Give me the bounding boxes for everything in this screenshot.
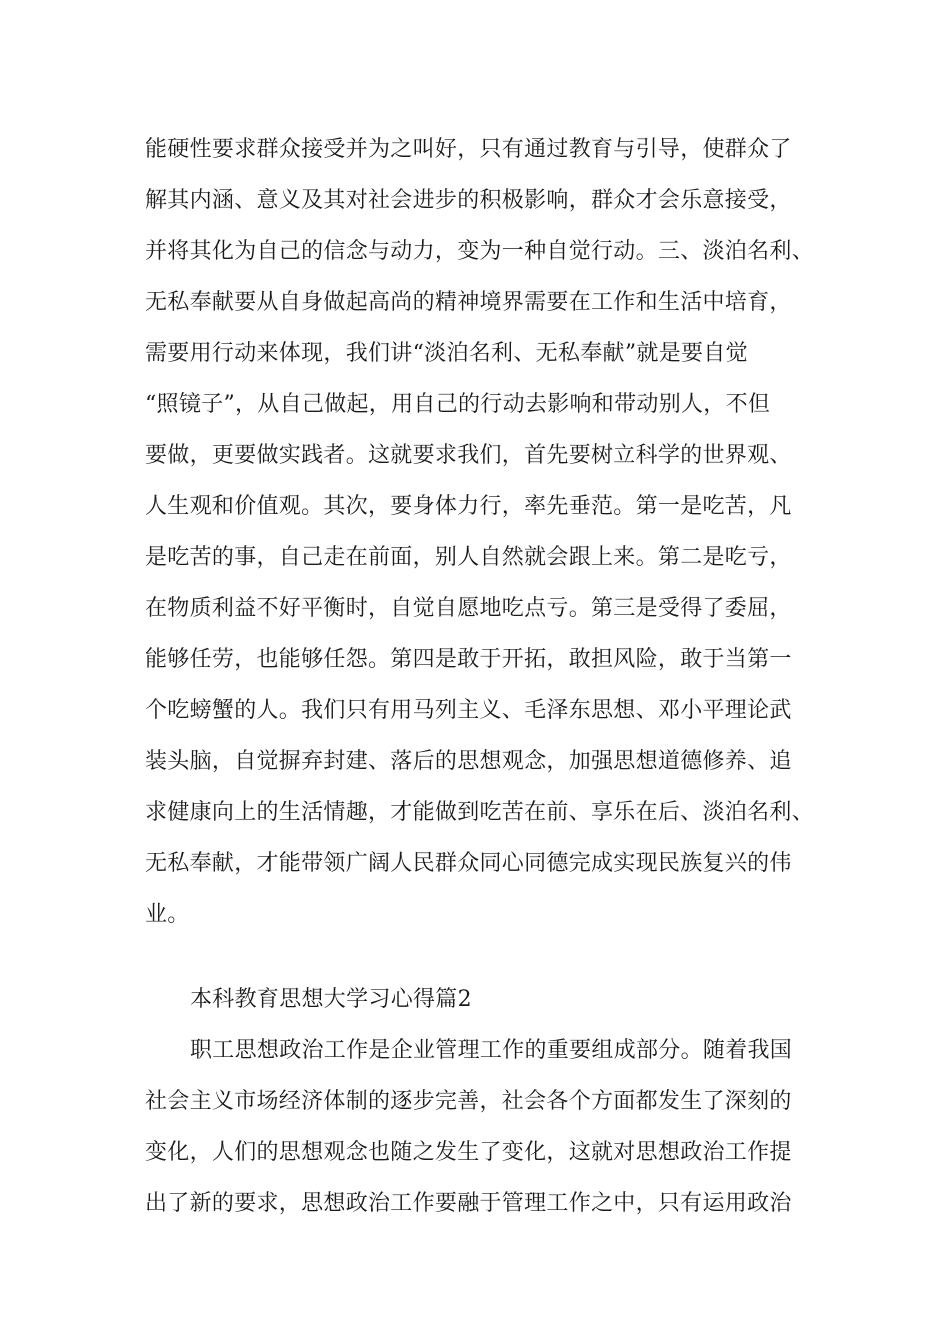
paragraph-line: 无私奉献，才能带领广阔人民群众同心同德完成实现民族复兴的伟 (145, 851, 792, 876)
paragraph-line: 个吃螃蟹的人。我们只有用马列主义、毛泽东思想、邓小平理论武 (145, 698, 792, 723)
paragraph-line: 解其内涵、意义及其对社会进步的积极影响，群众才会乐意接受， (145, 188, 792, 213)
paragraph-line: 能硬性要求群众接受并为之叫好，只有通过教育与引导，使群众了 (145, 137, 792, 162)
paragraph-line: 并将其化为自己的信念与动力，变为一种自觉行动。三、淡泊名利、 (145, 239, 815, 264)
paragraph-line: 职工思想政治工作是企业管理工作的重要组成部分。随着我国 (190, 1038, 793, 1063)
paragraph-line: 社会主义市场经济体制的逐步完善，社会各个方面都发生了深刻的 (145, 1089, 792, 1114)
paragraph-line: 在物质利益不好平衡时，自觉自愿地吃点亏。第三是受得了委屈， (145, 596, 792, 621)
paragraph-line: 要做，更要做实践者。这就要求我们，首先要树立科学的世界观、 (145, 443, 792, 468)
paragraph-line: 人生观和价值观。其次，要身体力行，率先垂范。第一是吃苦，凡 (145, 494, 792, 519)
paragraph-line: 业。 (145, 902, 190, 927)
paragraph-line: 需要用行动来体现，我们讲“淡泊名利、无私奉献”就是要自觉 (145, 341, 748, 366)
paragraph-line: “照镜子”，从自己做起，用自己的行动去影响和带动别人，不但 (145, 392, 771, 417)
paragraph-line: 出了新的要求，思想政治工作要融于管理工作之中，只有运用政治 (145, 1191, 792, 1216)
paragraph-line: 能够任劳，也能够任怨。第四是敢于开拓，敢担风险，敢于当第一 (145, 647, 792, 672)
paragraph-line: 无私奉献要从自身做起高尚的精神境界需要在工作和生活中培育， (145, 290, 792, 315)
paragraph-line: 求健康向上的生活情趣，才能做到吃苦在前、享乐在后、淡泊名利、 (145, 800, 815, 825)
paragraph-line: 装头脑，自觉摒弃封建、落后的思想观念，加强思想道德修养、追 (145, 749, 792, 774)
paragraph-line: 是吃苦的事，自己走在前面，别人自然就会跟上来。第二是吃亏， (145, 545, 792, 570)
section-heading: 本科教育思想大学习心得篇2 (190, 987, 472, 1012)
paragraph-line: 变化，人们的思想观念也随之发生了变化，这就对思想政治工作提 (145, 1140, 792, 1165)
